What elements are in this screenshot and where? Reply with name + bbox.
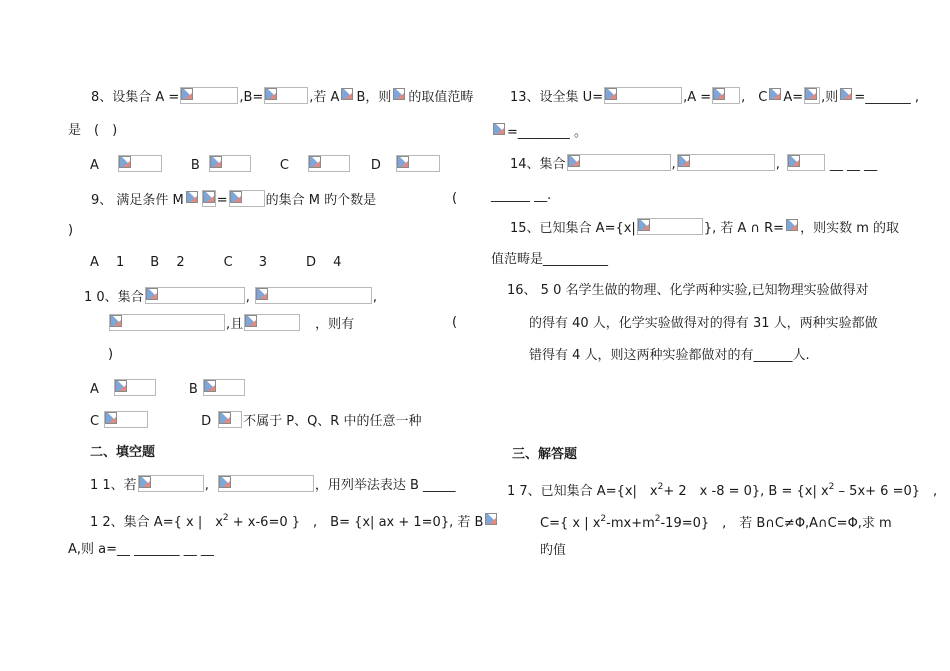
q8-text-c: ,若 A: [309, 90, 340, 105]
q17-text-c: – 5x+ 6 =0} ,: [834, 484, 938, 499]
q9-paren-close: ): [68, 223, 74, 238]
q13-text-b: ,A =: [683, 90, 712, 105]
q14-text-b: ,: [671, 157, 676, 172]
formula-image: [785, 218, 799, 235]
formula-image: [218, 411, 242, 428]
formula-image: [114, 379, 156, 396]
formula-image: [109, 314, 225, 331]
formula-image: [185, 190, 200, 207]
q8-options: [90, 155, 441, 175]
superscript: 2: [657, 482, 664, 492]
q14-text-d: __ __ __: [829, 157, 878, 172]
option-c-label: C: [90, 414, 100, 429]
formula-image: [637, 218, 703, 235]
q12-text-b: + x-6=0 } , B= {x| ax + 1=0}, 若 B: [228, 515, 484, 530]
q16-line3: 错得有 4 人，则这两种实验都做对的有______人.: [529, 348, 810, 363]
formula-image: [138, 475, 204, 492]
superscript: 2: [222, 513, 229, 523]
q10-text-d: ,且: [226, 317, 244, 332]
formula-image: [255, 287, 372, 304]
q12-line: [90, 509, 499, 532]
formula-image: [308, 155, 350, 172]
q9-options: A 1 B 2 C 3 D 4: [90, 255, 342, 270]
superscript: 2: [600, 514, 607, 524]
q8-line: [91, 87, 473, 107]
q10-paren-open: (: [452, 315, 458, 330]
q13-text-g: =________ 。: [507, 125, 588, 140]
formula-image: [264, 87, 308, 104]
option-a-label: A: [90, 382, 99, 397]
q10-options-ab: [90, 379, 246, 399]
q14-text-c: ,: [775, 157, 780, 172]
q10-text-c: ,: [372, 290, 377, 305]
q14-line2: ______ __.: [491, 188, 552, 203]
formula-image: [392, 87, 407, 104]
q8-text-d: B，则: [356, 90, 392, 105]
formula-image: [229, 190, 265, 207]
q16-line2: 的得有 40 人，化学实验做得对的得有 31 人，两种实验都做: [529, 316, 878, 331]
q10-line: [84, 287, 377, 307]
q8-text-b: ,B=: [239, 90, 264, 105]
q10-options-cd: [90, 411, 421, 431]
formula-image: [804, 87, 820, 104]
formula-image: [104, 411, 148, 428]
q10-text-a: 1 0、集合: [84, 290, 144, 305]
q11-text-b: ,: [204, 478, 209, 493]
q17-text-b: + 2 x -8 = 0}, B = {x| x: [663, 484, 829, 499]
q9-text-a: 9、 满足条件 M: [91, 193, 184, 208]
option-d-label: D: [370, 158, 381, 173]
q10-paren-close: ): [108, 347, 114, 362]
option-c-label: C: [279, 158, 289, 173]
formula-image: [396, 155, 440, 172]
q11-text-a: 1 1、若: [90, 478, 137, 493]
q8-line2: 是 ( ): [68, 123, 118, 138]
formula-image: [787, 154, 825, 171]
q15-text-b: }, 若 A ∩ R=: [703, 221, 785, 236]
q8-text-a: 8、设集合 A =: [91, 90, 180, 105]
q15-line: [510, 218, 899, 238]
q13-text-c: , C: [741, 90, 768, 105]
q15-line2: 值范畴是__________: [491, 252, 609, 267]
formula-image: [484, 512, 498, 529]
q17-text-d: C={ x | x: [540, 516, 601, 531]
q10-text-b: ,: [245, 290, 250, 305]
section-heading-fill-in: 二、填空题: [90, 445, 156, 460]
q9-text-b: =: [216, 193, 228, 208]
q17-text-f: -19=0} , 若 B∩C≠Φ,A∩C=Φ,求 m: [660, 516, 892, 531]
superscript: 2: [654, 514, 661, 524]
formula-image: [209, 155, 251, 172]
q13-text-d: A=: [783, 90, 804, 105]
q12-text-a: 1 2、集合 A={ x | x: [90, 515, 223, 530]
q11-text-c: ，用列举法表达 B _____: [314, 478, 456, 493]
q11-line: [90, 475, 456, 495]
q9-paren-open: (: [452, 191, 458, 206]
formula-image: [118, 155, 162, 172]
section-heading-solve: 三、解答题: [512, 447, 578, 462]
q9-text-c: 的集合 M 旳个数是: [265, 193, 377, 208]
formula-image: [567, 154, 671, 171]
q15-text-c: ，则实数 m 的取: [800, 221, 900, 236]
formula-image: [340, 87, 355, 104]
formula-image: [202, 190, 216, 207]
q10-text-e: ，则有: [315, 317, 355, 332]
q9-line: [91, 190, 376, 210]
formula-image: [145, 287, 245, 304]
formula-image: [203, 379, 245, 396]
option-b-label: B: [190, 158, 200, 173]
formula-image: [712, 87, 740, 104]
q14-text-a: 14、集合: [510, 157, 566, 172]
q17-line2: [540, 510, 892, 533]
q17-text-e: -mx+m: [606, 516, 655, 531]
q12-line2: A,则 a=__ _______ __ __: [68, 542, 214, 557]
q13-line: [510, 87, 919, 107]
option-d-text: 不属于 P、Q、R 中的任意一种: [243, 414, 422, 429]
q13-text-e: ,则: [821, 90, 839, 105]
q13-text-f: =_______ ,: [854, 90, 919, 105]
superscript: 2: [828, 482, 835, 492]
option-a-label: A: [90, 158, 99, 173]
formula-image: [180, 87, 238, 104]
q17-line3: 旳值: [540, 543, 567, 558]
q17-line1: [507, 478, 937, 501]
option-d-label: D: [201, 414, 212, 429]
formula-image: [604, 87, 682, 104]
q8-text-e: 的取值范畴: [408, 90, 474, 105]
q16-line1: 16、 5 0 名学生做的物理、化学两种实验,已知物理实验做得对: [507, 283, 869, 298]
q17-text-a: 1 7、已知集合 A={x| x: [507, 484, 658, 499]
formula-image: [492, 122, 506, 139]
formula-image: [768, 87, 782, 104]
formula-image: [244, 314, 300, 331]
q15-text-a: 15、已知集合 A={x|: [510, 221, 636, 236]
formula-image: [839, 87, 853, 104]
formula-image: [218, 475, 314, 492]
q10-line2: [108, 314, 354, 334]
formula-image: [677, 154, 775, 171]
q13-line2: [491, 122, 587, 142]
q13-text-a: 13、设全集 U=: [510, 90, 604, 105]
q14-line: [510, 154, 877, 174]
option-b-label: B: [188, 382, 198, 397]
